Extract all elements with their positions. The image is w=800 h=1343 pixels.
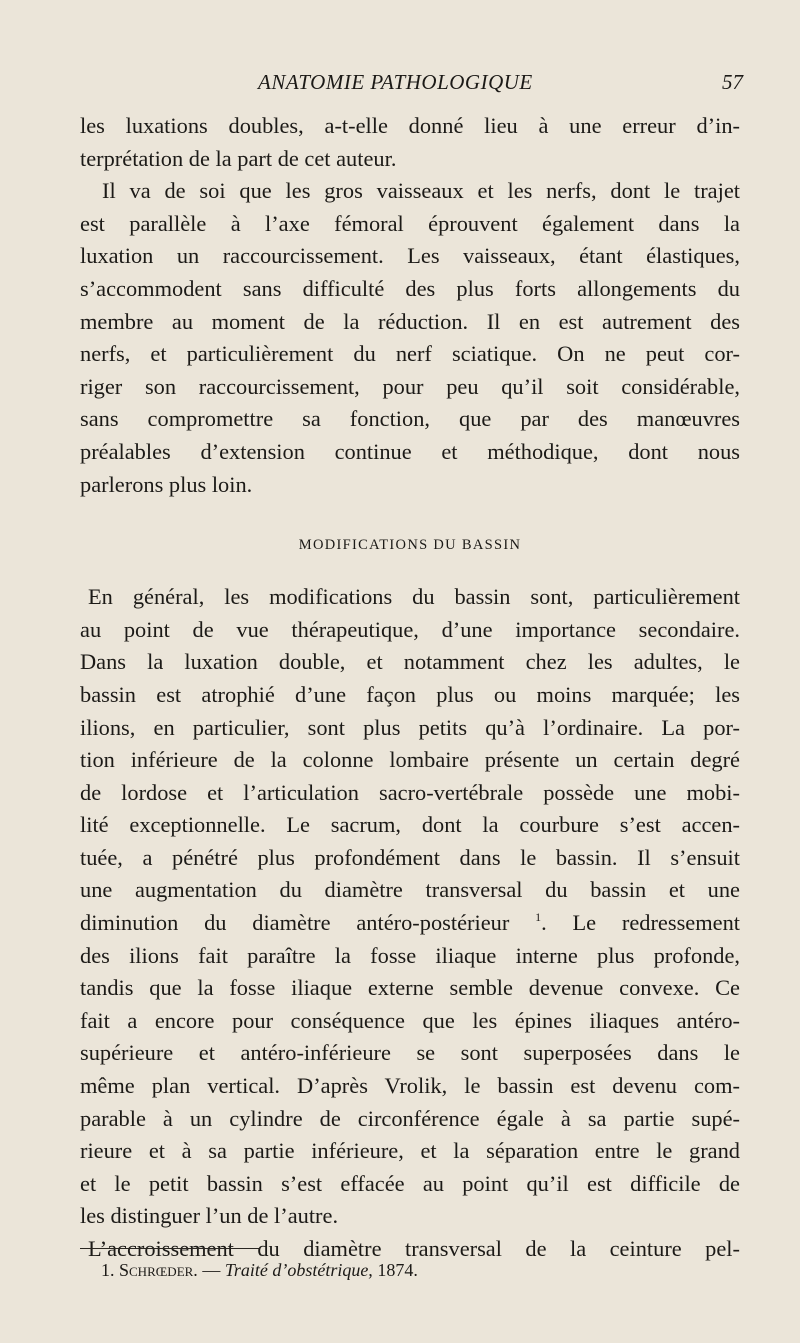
text-line: bassin est atrophié d’une façon plus ou moins marquée; les	[80, 681, 740, 707]
text-line: les distinguer l’un de l’autre.	[80, 1203, 339, 1229]
text-line: supérieure et antéro-inférieure se sont superposées dans le	[80, 1040, 740, 1066]
text-line: au point de vue thérapeutique, d’une importance secondaire.	[80, 616, 740, 642]
text-line: préalables d’extension continue et méthodique, dont nous	[80, 438, 740, 464]
footnote-rule	[80, 1248, 260, 1249]
text-line: rieure et à sa partie inférieure, et la séparation entre le grand	[80, 1138, 740, 1164]
text-line: En général, les modifications du bassin sont, particulièrement	[88, 584, 740, 610]
text-line: de lordose et l’articulation sacro-vertébrale possède une mobi-	[80, 779, 740, 805]
text-segment: diminution du diamètre antéro-postérieur	[80, 910, 510, 936]
text-line: ilions, en particulier, sont plus petits qu’à l’ordinaire. La por-	[80, 714, 740, 740]
text-line-with-footnote-ref	[80, 907, 740, 940]
text-line: L’accroissement du diamètre transversal de la ceinture pel-	[88, 1236, 740, 1261]
section-heading: MODIFICATIONS DU BASSIN	[298, 537, 522, 554]
text-line: parlerons plus loin.	[80, 471, 253, 497]
footnote-author: Schrœder.	[119, 1260, 198, 1280]
text-line: s’accommodent sans difficulté des plus forts allongements du	[80, 275, 740, 301]
text-line: sans compromettre sa fonction, que par des manœuvres	[80, 406, 740, 432]
text-line: et le petit bassin s’est effacée au point qu’il est difficile de	[80, 1170, 740, 1196]
text-line: luxation un raccourcissement. Les vaisseaux, étant élastiques,	[80, 243, 740, 269]
text-line: fait a encore pour conséquence que les épines iliaques antéro-	[80, 1007, 740, 1033]
text-line: des ilions fait paraître la fosse iliaque interne plus profonde,	[80, 942, 740, 968]
footnote-marker: 1	[535, 910, 542, 925]
page-number: 57	[722, 70, 743, 94]
text-line: lité exceptionnelle. Le sacrum, dont la courbure s’est accen-	[80, 812, 740, 838]
text-line: membre au moment de la réduction. Il en est autrement des	[80, 308, 740, 334]
footnote-work: Traité d’obstétrique,	[224, 1260, 373, 1280]
text-line: même plan vertical. D’après Vrolik, le bassin est devenu com-	[80, 1073, 740, 1099]
text-line: parable à un cylindre de circonférence égale à sa partie supé-	[80, 1105, 740, 1131]
text-line: terprétation de la part de cet auteur.	[80, 145, 397, 171]
text-line: Il va de soi que les gros vaisseaux et les nerfs, dont le trajet	[102, 178, 740, 204]
text-segment: . Le redressement	[541, 910, 741, 936]
footnote	[101, 1260, 418, 1281]
body-text	[80, 110, 740, 1266]
text-line: tion inférieure de la colonne lombaire présente un certain degré	[80, 747, 740, 773]
text-line: les luxations doubles, a-t-elle donné lieu à une erreur d’in-	[80, 113, 740, 138]
running-title: ANATOMIE PATHOLOGIQUE	[258, 70, 533, 94]
text-line: tandis que la fosse iliaque externe semble devenue convexe. Ce	[80, 975, 740, 1001]
footnote-number: 1.	[101, 1260, 115, 1280]
text-line: nerfs, et particulièrement du nerf sciatique. On ne peut cor-	[80, 341, 740, 367]
text-line: une augmentation du diamètre transversal du bassin et une	[80, 877, 740, 903]
running-header	[0, 70, 800, 100]
text-line: Dans la luxation double, et notamment chez les adultes, le	[80, 649, 740, 675]
footnote-year: 1874.	[377, 1260, 418, 1280]
text-line: est parallèle à l’axe fémoral éprouvent également dans la	[80, 210, 740, 236]
text-line: riger son raccourcissement, pour peu qu’il soit considérable,	[80, 373, 740, 399]
text-line: tuée, a pénétré plus profondément dans le bassin. Il s’ensuit	[80, 844, 740, 870]
footnote-dash: —	[202, 1260, 221, 1280]
